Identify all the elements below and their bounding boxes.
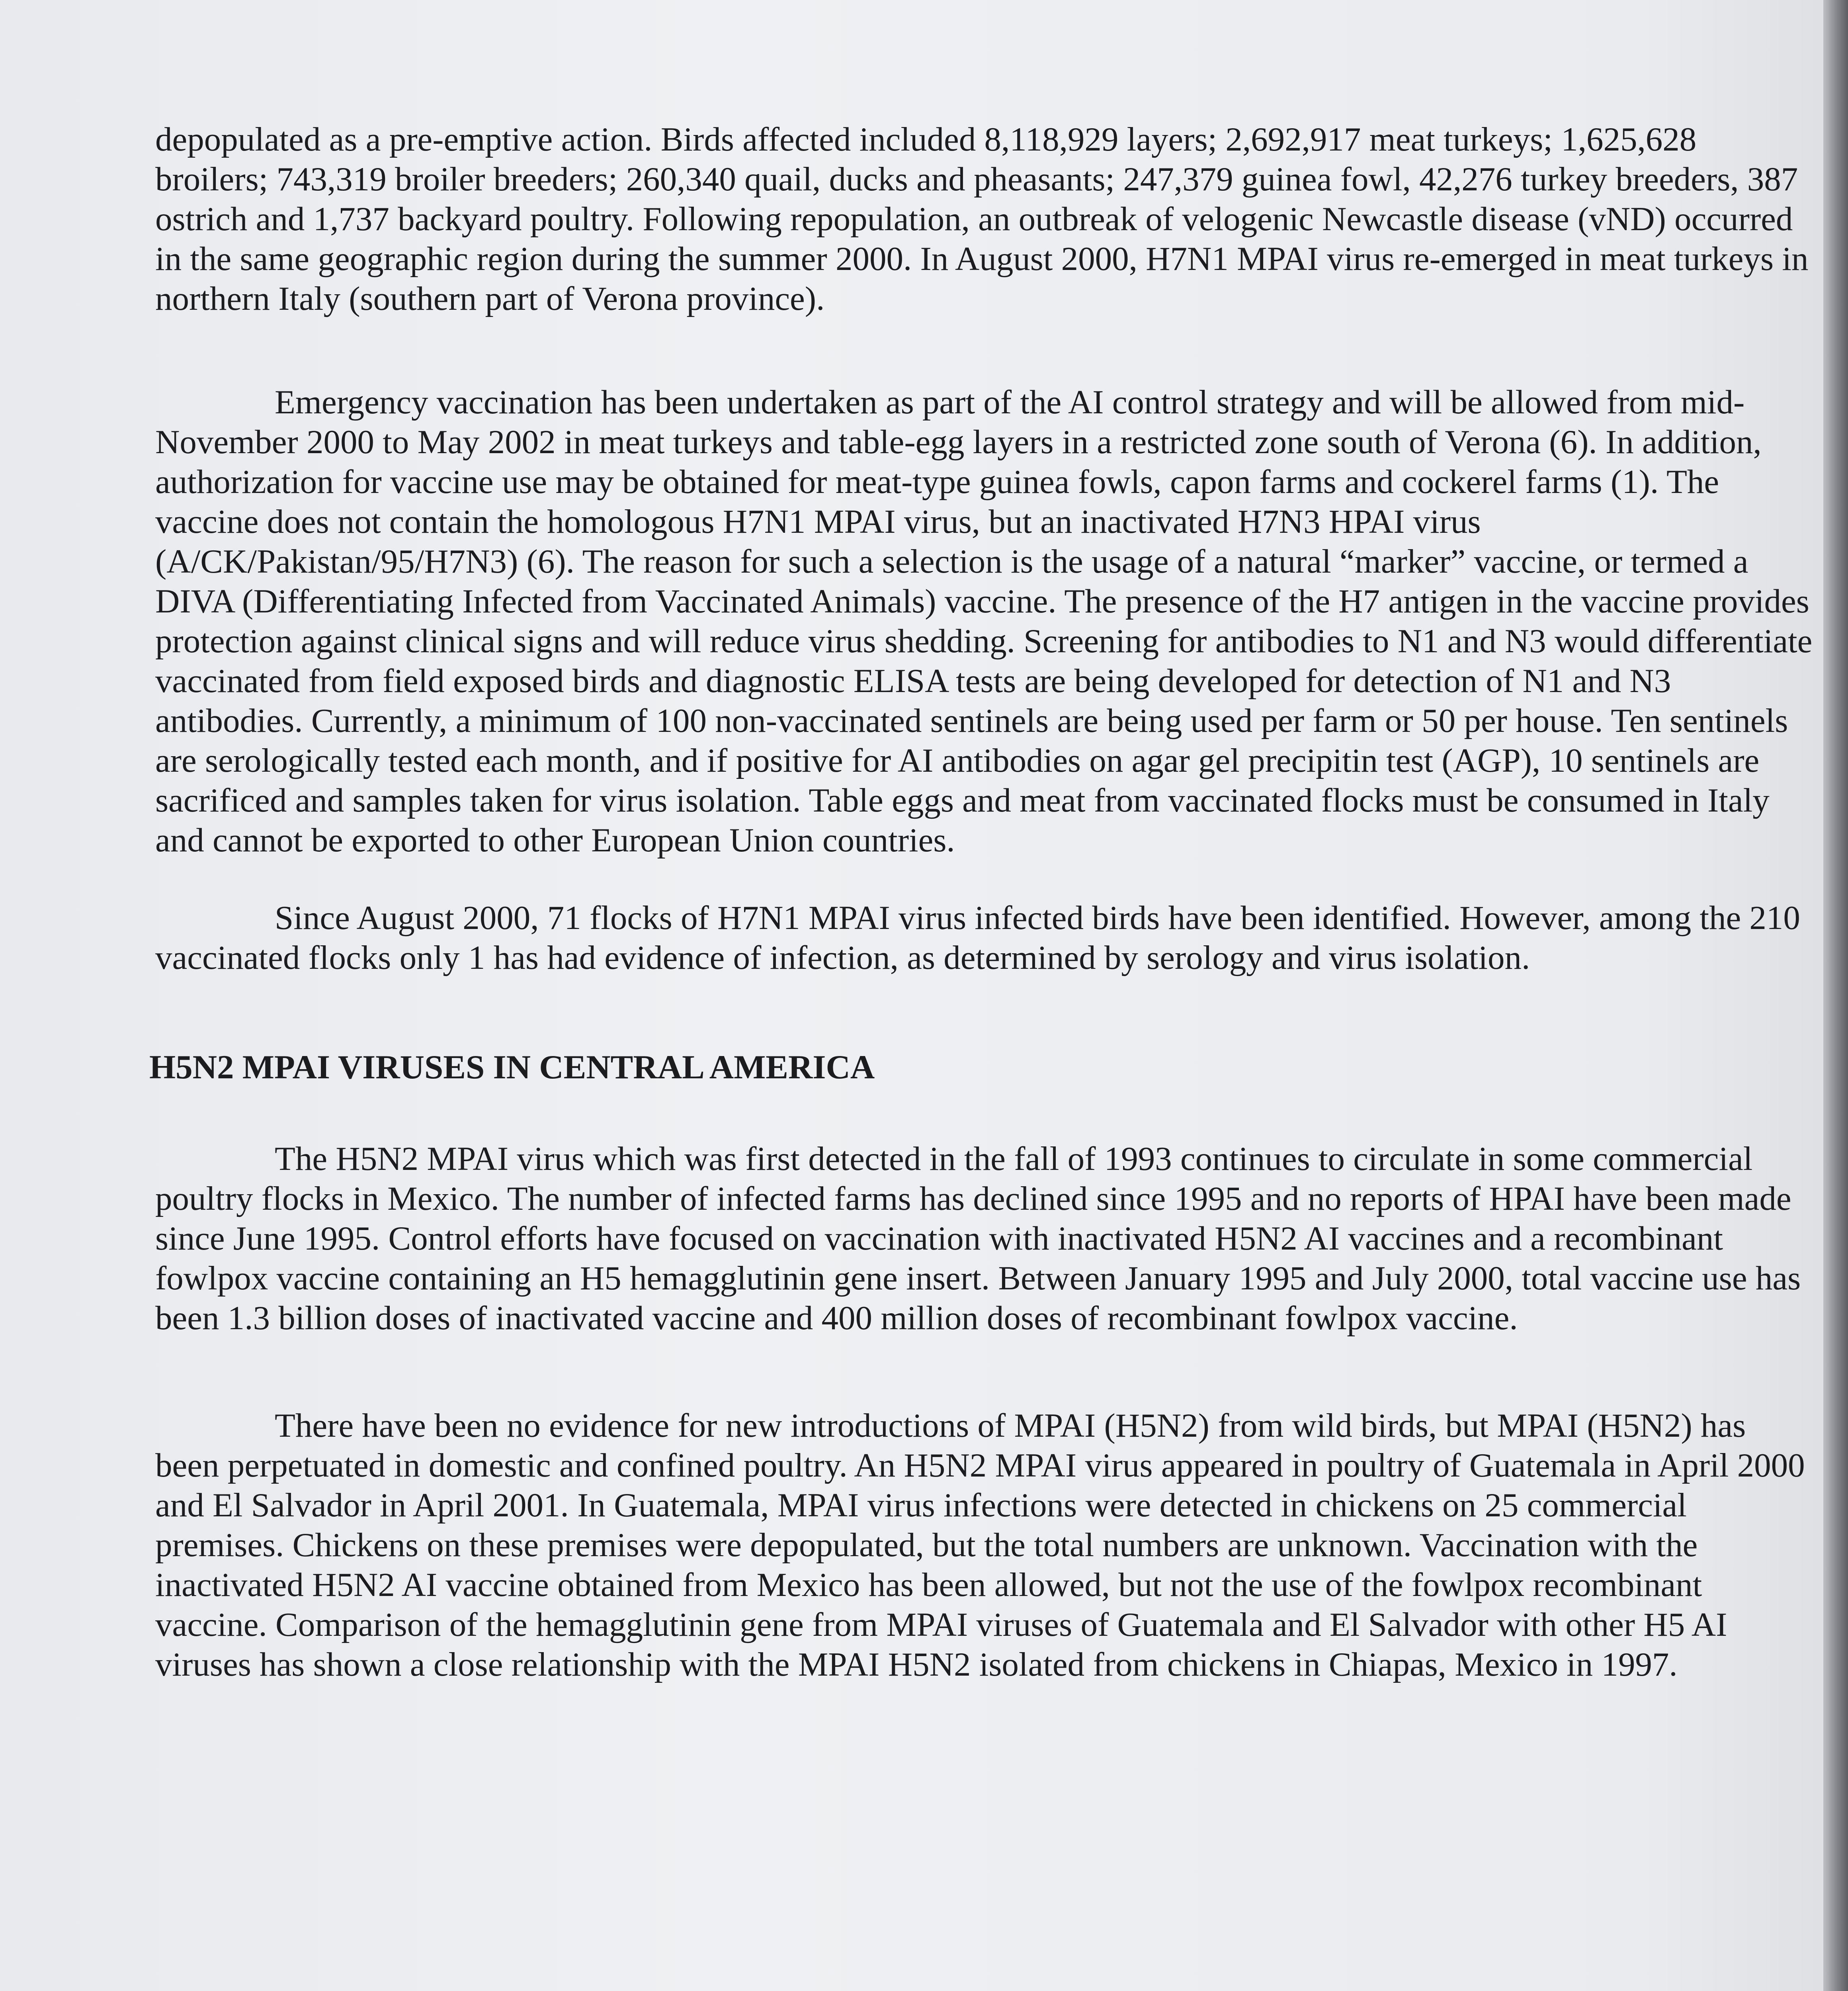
paragraph-h5n2-mexico: The H5N2 MPAI virus which was first detected in the fall of 1993 continues to circulate in some commercial poultry flocks in Mexico. The number of infected farms has declined since 1995 and no reports of HPAI have been made since June 1995. Control efforts have focused on vaccination with inactivated H5N2 AI vaccines and a recombinant fowlpox vaccine containing an H5 hemagglutinin gene insert. Between January 1995 and July 2000, total vaccine use has been 1.3 billion doses of inactivated vaccine and 400 million doses of recombinant fowlpox vaccine. [155,1140,1801,1337]
document-body [149,119,1815,1684]
paragraph-h5n2-guatemala: There have been no evidence for new introductions of MPAI (H5N2) from wild birds, but MPAI (H5N2) has been perpetuated in domestic and confined poultry. An H5N2 MPAI virus appeared in poultry of Guatemala in April 2000 and El Salvador in April 2001. In Guatemala, MPAI virus infections were detected in chickens on 25 commercial premises. Chickens on these premises were depopulated, but the total numbers are unknown. Vaccination with the inactivated H5N2 AI vaccine obtained from Mexico has been allowed, but not the use of the fowlpox recombinant vaccine. Comparison of the hemagglutinin gene from MPAI viruses of Guatemala and El Salvador with other H5 AI viruses has shown a close relationship with the MPAI H5N2 isolated from chickens in Chiapas, Mexico in 1997. [155,1407,1805,1683]
paragraph-h7n1-flocks: Since August 2000, 71 flocks of H7N1 MPAI virus infected birds have been identified. However, among the 210 vaccinated flocks only 1 has had evidence of infection, as determined by serology and virus isolation. [155,899,1800,976]
paragraph-depopulation: depopulated as a pre-emptive action. Birds affected included 8,118,929 layers; 2,692,917 meat turkeys; 1,625,628 broilers; 743,319 broiler breeders; 260,340 quail, ducks and pheasants; 247,379 guinea fowl, 42,276 turkey breeders, 387 ostrich and 1,737 backyard poultry. Following repopulation, an outbreak of velogenic Newcastle disease (vND) occurred in the same geographic region during the summer 2000. In August 2000, H7N1 MPAI virus re-emerged in meat turkeys in northern Italy (southern part of Verona province). [155,121,1809,317]
section-heading: H5N2 MPAI VIRUSES IN CENTRAL AMERICA [149,1048,875,1086]
binding-edge [1823,0,1848,1991]
paragraph-emergency-vaccination: Emergency vaccination has been undertaken as part of the AI control strategy and will be allowed from mid-November 2000 to May 2002 in meat turkeys and table-egg layers in a restricted zone south of Verona (6). In addition, authorization for vaccine use may be obtained for meat-type guinea fowls, capon farms and cockerel farms (1). The vaccine does not contain the homologous H7N1 MPAI virus, but an inactivated H7N3 HPAI virus (A/CK/Pakistan/95/H7N3) (6). The reason for such a selection is the usage of a natural “marker” vaccine, or termed a DIVA (Differentiating Infected from Vaccinated Animals) vaccine. The presence of the H7 antigen in the vaccine provides protection against clinical signs and will reduce virus shedding. Screening for antibodies to N1 and N3 would differentiate vaccinated from field exposed birds and diagnostic ELISA tests are being developed for detection of N1 and N3 antibodies. Currently, a minimum of 100 non-vaccinated sentinels are being used per farm or 50 per house. Ten sentinels are serologically tested each month, and if positive for AI antibodies on agar gel precipitin test (AGP), 10 sentinels are sacrificed and samples taken for virus isolation. Table eggs and meat from vaccinated flocks must be consumed in Italy and cannot be exported to other European Union countries. [155,383,1813,859]
